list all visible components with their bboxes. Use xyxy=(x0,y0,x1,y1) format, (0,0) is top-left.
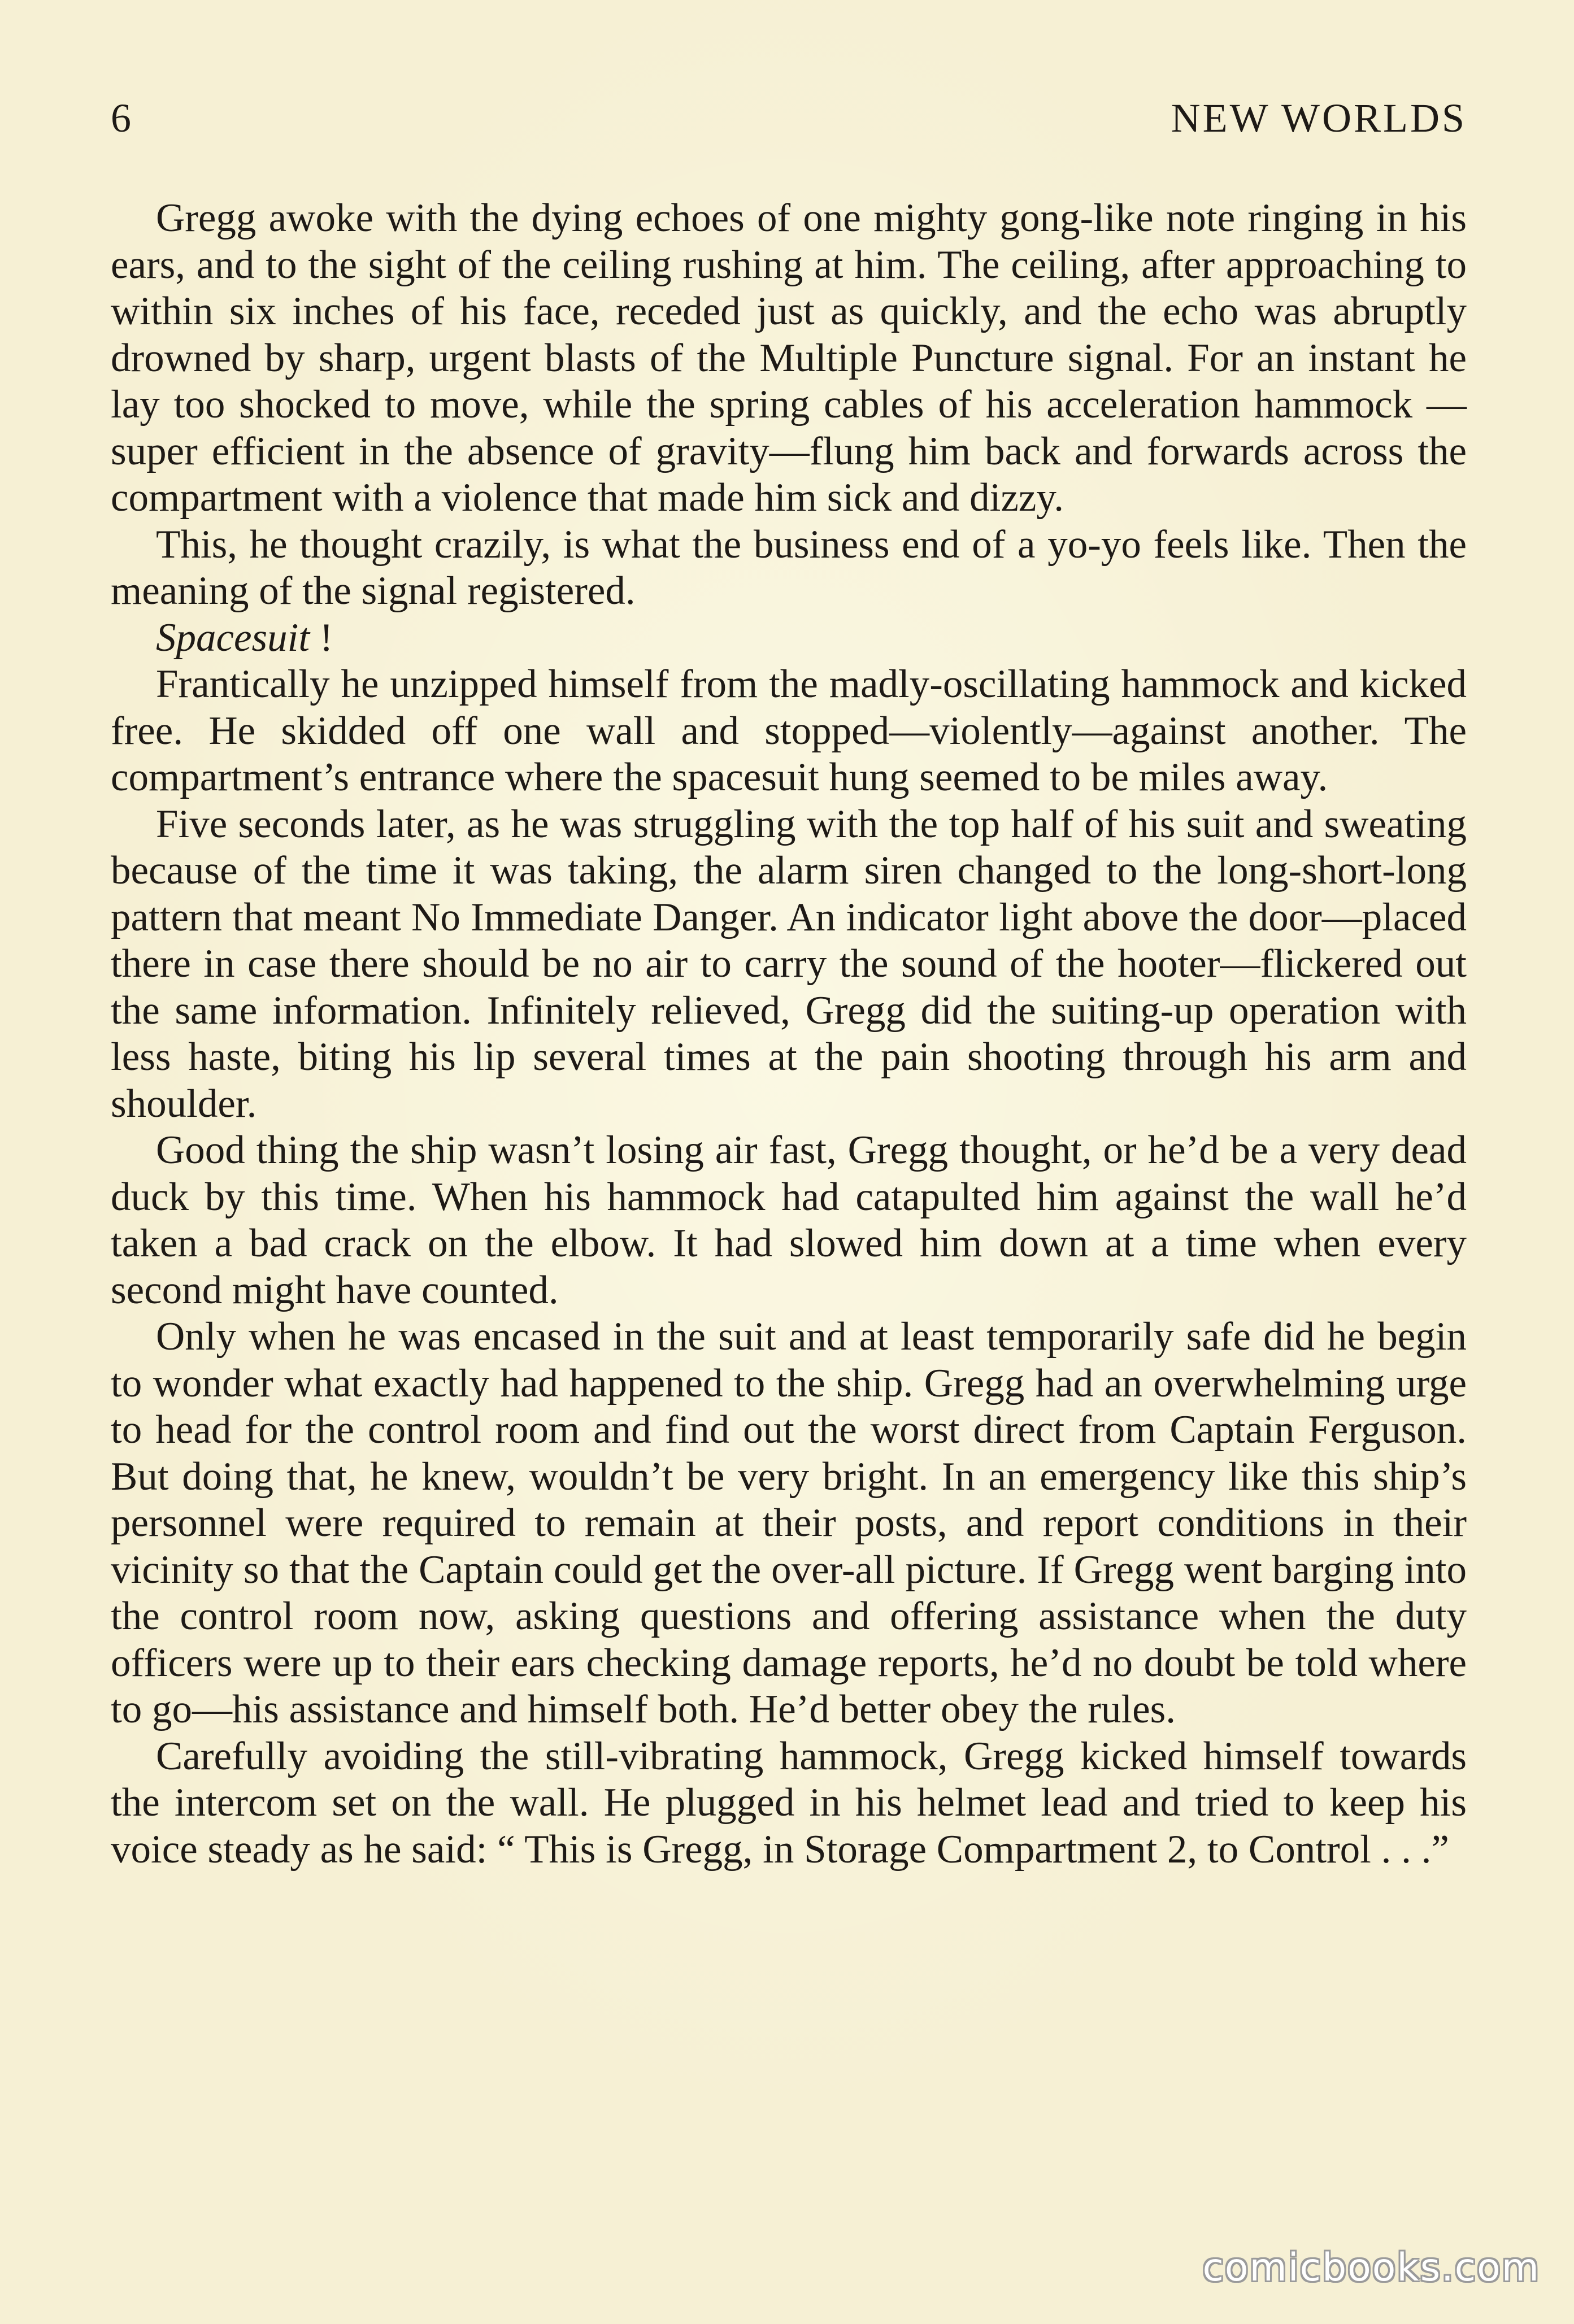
spacesuit-word: Spacesuit xyxy=(156,615,310,660)
paragraph-7: Carefully avoiding the still-vibrating hammock, Gregg kicked himself towards the intercom set on the wall. He plugged in his helmet lead and tried to keep his voice steady as he said: “ This is Gregg, in Storage Compartment 2, to Control . . .” xyxy=(111,1734,1467,1872)
page-header xyxy=(111,95,1467,151)
spacesuit-punct: ! xyxy=(310,615,333,660)
paragraph-6: Only when he was encased in the suit and at least temporarily safe did he begin to wonder what exactly had happened to the ship. Gregg had an overwhelming urge to head for the control room and find out the worst direct from Captain Ferguson. But doing that, he knew, wouldn’t be very bright. In an emergency like this ship’s personnel were required to remain at their posts, and report conditions in their vicinity so that the Captain could get the over-all picture. If Gregg went barging into the control room now, asking questions and offering assistance when the duty officers were up to their ears checking damage reports, he’d no doubt be told where to go—his assistance and himself both. He’d better obey the rules. xyxy=(111,1315,1467,1731)
paragraph-3: Frantically he unzipped himself from the madly-oscillating hammock and kicked free. He skidded off one wall and stopped—violently—against another. The compartment’s entrance where the spacesuit hung seemed to be miles away. xyxy=(111,662,1467,799)
paragraph-2: This, he thought crazily, is what the business end of a yo-yo feels like. Then the meaning of the signal registered. xyxy=(111,522,1467,613)
paragraph-spacesuit xyxy=(111,615,1467,661)
story-text xyxy=(111,195,1467,1873)
paragraph-5: Good thing the ship wasn’t losing air fast, Gregg thought, or he’d be a very dead duck by this time. When his hammock had catapulted him against the wall he’d taken a bad crack on the elbow. It had slowed him down at a time when every second might have counted. xyxy=(111,1128,1467,1312)
paragraph-4: Five seconds later, as he was struggling with the top half of his suit and sweating because of the time it was taking, the alarm siren changed to the long-short-long pattern that meant No Immediate Danger. An indicator light above the door—placed there in case there should be no air to carry the sound of the hooter—flickered out the same information. Infinitely relieved, Gregg did the suiting-up operation with less haste, biting his lip several times at the pain shooting through his arm and shoulder. xyxy=(111,802,1467,1126)
paragraph-1: Gregg awoke with the dying echoes of one mighty gong-like note ringing in his ears, and to the sight of the ceiling rushing at him. The ceiling, after approaching to within six inches of his face, receded just as quickly, and the echo was abruptly drowned by sharp, urgent blasts of the Multiple Puncture signal. For an instant he lay too shocked to move, while the spring cables of his acceleration hammock —super efficient in the absence of gravity—flung him back and forwards across the compartment with a violence that made him sick and dizzy. xyxy=(111,196,1467,520)
watermark: comicbooks.com xyxy=(1202,2245,1540,2290)
page-number: 6 xyxy=(111,95,132,141)
running-title: NEW WORLDS xyxy=(1171,95,1467,141)
